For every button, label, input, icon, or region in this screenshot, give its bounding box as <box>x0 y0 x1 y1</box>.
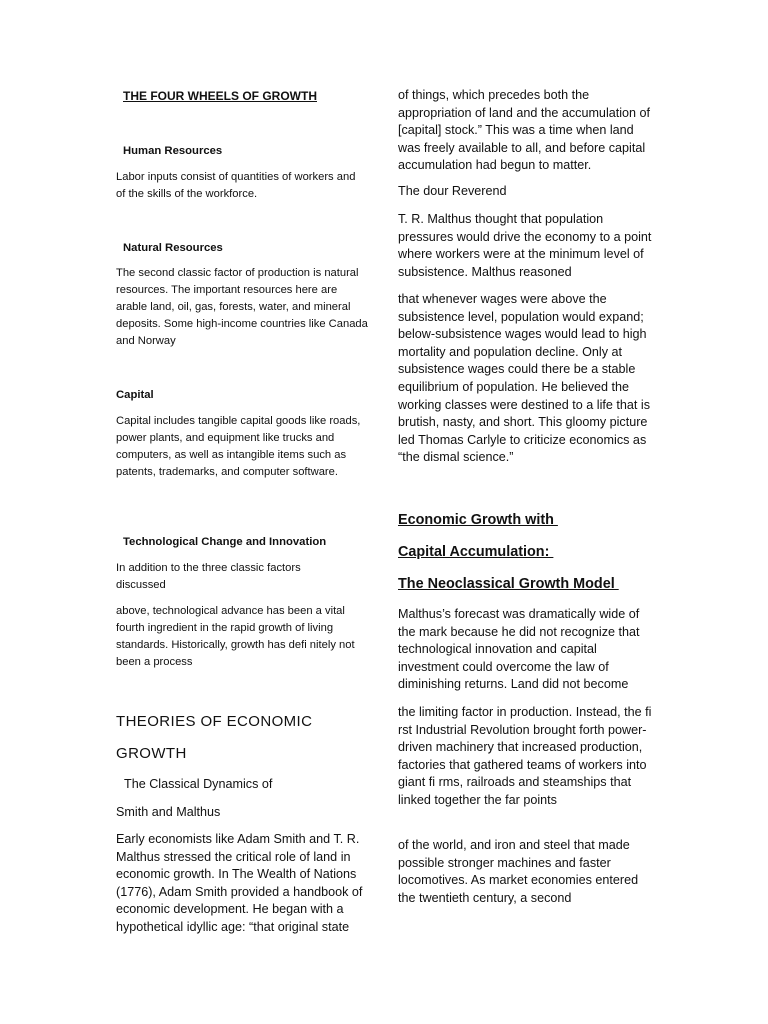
paragraph-capital: Capital includes tangible capital goods like roads, power plants, and equipment like trucks and computers, as well as intangible items such as patents, trademarks, and computer software. <box>116 415 361 478</box>
paragraph-industrial-revolution: the limiting factor in production. Instead, the fi rst Industrial Revolution brought forth power-driven machinery that increased production, factories that gathered teams of workers into giant fi rms, railroads and steamships that linked together the far points <box>398 705 652 807</box>
theories-heading-line1: THEORIES OF ECONOMIC <box>116 713 313 730</box>
section-heading-technological-change: Technological Change and Innovation <box>123 536 327 548</box>
section-heading-human-resources: Human Resources <box>123 145 223 157</box>
section-heading-economic-growth-line1: Economic Growth with <box>398 512 558 528</box>
section-heading-natural-resources: Natural Resources <box>123 242 223 254</box>
paragraph-dour-reverend: The dour Reverend <box>398 184 507 198</box>
paragraph-original-state: of things, which precedes both the appropriation of land and the accumulation of [capital] stock.” This was a time when land was freely available to all, and before capital accumulation had begun to matter. <box>398 88 651 173</box>
section-heading-economic-growth-line3: The Neoclassical Growth Model <box>398 576 619 592</box>
paragraph-human-resources: Labor inputs consist of quantities of workers and of the skills of the workforce. <box>116 171 356 200</box>
paragraph-early-economists: Early economists like Adam Smith and T. R. Malthus stressed the critical role of land in economic growth. In The Wealth of Nations (1776), Adam Smith provided a handbook of economic development. He began with a hypothetical idyllic age: “that original state <box>116 832 363 934</box>
subheading-classical-line1: The Classical Dynamics of <box>124 777 273 791</box>
theories-heading-line2: GROWTH <box>116 745 187 762</box>
paragraph-technological-change-2: above, technological advance has been a vital fourth ingredient in the rapid growth of living standards. Historically, growth has defi nitely not been a process <box>116 605 355 668</box>
section-heading-capital: Capital <box>116 389 154 401</box>
subheading-classical-line2: Smith and Malthus <box>116 805 221 819</box>
paragraph-iron-and-steel: of the world, and iron and steel that made possible stronger machines and faster locomotives. As market economies entered the twentieth century, a second <box>398 838 639 905</box>
paragraph-technological-change-1: In addition to the three classic factors discussed <box>116 562 301 591</box>
document-title: THE FOUR WHEELS OF GROWTH <box>123 89 317 103</box>
section-heading-economic-growth-line2: Capital Accumulation: <box>398 544 554 560</box>
paragraph-malthus-forecast: Malthus’s forecast was dramatically wide of the mark because he did not recognize that technological innovation and capital investment could overcome the law of diminishing returns. Land did not become <box>398 607 640 692</box>
paragraph-natural-resources: The second classic factor of production is natural resources. The important resources here are arable land, oil, gas, forests, water, and mineral deposits. Some high-income countries like Canada and Norway <box>116 267 368 347</box>
paragraph-malthus-reasoning: that whenever wages were above the subsistence level, population would expand; below-subsistence wages would lead to high mortality and population decline. Only at subsistence wages could there be a stable equilibrium of population. He believed the working classes were destined to a life that is brutish, nasty, and short. This gloomy picture led Thomas Carlyle to criticize economics as “the dismal science.” <box>398 292 650 465</box>
paragraph-malthus-thought: T. R. Malthus thought that population pressures would drive the economy to a point where workers were at the minimum level of subsistence. Malthus reasoned <box>398 212 652 279</box>
